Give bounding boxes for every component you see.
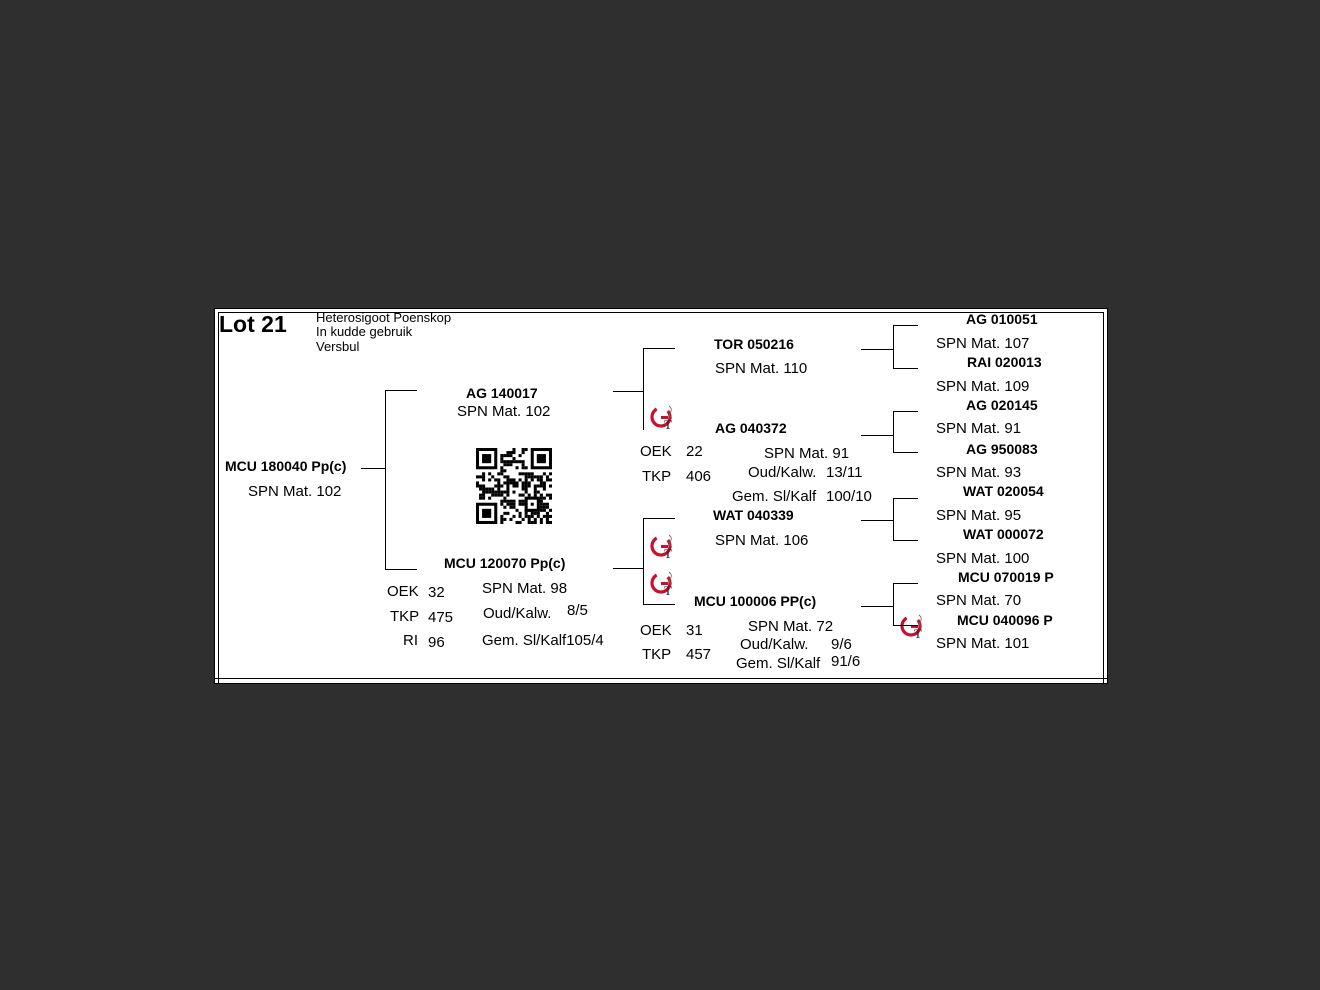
- connector: [893, 452, 918, 453]
- connector: [893, 583, 894, 626]
- mgd-name: MCU 100006 PP(c): [694, 593, 817, 609]
- mgd-oud-value: 9/6: [831, 636, 852, 653]
- gd-tkp-value: 406: [686, 468, 712, 485]
- dam-spn: SPN Mat. 98: [482, 580, 568, 597]
- sire-spn: SPN Mat. 102: [457, 403, 551, 420]
- ggp-7-spn: SPN Mat. 70: [936, 592, 1022, 609]
- connector: [893, 325, 894, 369]
- ggp-4-spn: SPN Mat. 93: [936, 464, 1022, 481]
- next-card-edge: [215, 678, 1107, 679]
- connector: [893, 325, 918, 326]
- svg-text:T: T: [664, 583, 672, 597]
- mgd-oek-value: 31: [686, 622, 703, 639]
- connector: [893, 625, 918, 626]
- connector: [385, 569, 417, 570]
- ggp-7-name: MCU 070019 P: [958, 569, 1054, 585]
- gt-logo-icon: [649, 569, 677, 597]
- mgd-gem-value: 91/6: [831, 653, 861, 670]
- connector: [643, 348, 675, 349]
- animal-spn: SPN Mat. 102: [248, 483, 342, 500]
- lot-title: Lot 21: [219, 311, 287, 337]
- mgs-spn: SPN Mat. 106: [715, 532, 809, 549]
- connector: [643, 518, 675, 519]
- ggp-3-name: AG 020145: [966, 397, 1038, 413]
- ggp-3-spn: SPN Mat. 91: [936, 420, 1022, 437]
- status-line-1: Heterosigoot Poenskop: [316, 310, 452, 325]
- mgs-name: WAT 040339: [713, 507, 794, 523]
- ggp-1-spn: SPN Mat. 107: [936, 335, 1030, 352]
- gd-gem-value: 100/10: [826, 488, 872, 505]
- connector: [893, 540, 918, 541]
- gd-oek-label: OEK: [640, 443, 672, 460]
- gd-oud-value: 13/11: [826, 464, 863, 481]
- mgd-oud-label: Oud/Kalw.: [740, 636, 809, 653]
- dam-tkp-label: TKP: [390, 608, 420, 625]
- ggp-2-name: RAI 020013: [967, 354, 1042, 370]
- status-line-3: Versbul: [316, 339, 360, 354]
- dam-oek-value: 32: [428, 584, 445, 601]
- ggp-1-name: AG 010051: [966, 311, 1038, 327]
- gs-spn: SPN Mat. 110: [715, 360, 808, 377]
- dam-oud-label: Oud/Kalw.: [483, 605, 552, 622]
- gd-oud-label: Oud/Kalw.: [748, 464, 817, 481]
- ggp-5-name: WAT 020054: [963, 483, 1044, 499]
- gd-tkp-label: TKP: [642, 468, 672, 485]
- connector: [893, 411, 894, 453]
- connector: [361, 468, 385, 469]
- connector: [893, 583, 918, 584]
- gs-name: TOR 050216: [714, 336, 794, 352]
- svg-text:T: T: [664, 417, 672, 431]
- ggp-6-spn: SPN Mat. 100: [936, 550, 1030, 567]
- ggp-2-spn: SPN Mat. 109: [936, 378, 1030, 395]
- svg-text:T: T: [914, 626, 922, 640]
- gt-logo-icon: [649, 532, 677, 560]
- ggp-8-name: MCU 040096 P: [957, 612, 1053, 628]
- dam-oud-value: 8/5: [567, 602, 588, 619]
- dam-gem: Gem. Sl/Kalf105/4: [482, 632, 604, 649]
- mgd-tkp-value: 457: [686, 646, 712, 663]
- ggp-8-spn: SPN Mat. 101: [936, 635, 1030, 652]
- connector: [385, 390, 417, 391]
- gd-spn: SPN Mat. 91: [764, 445, 850, 462]
- pedigree-card: [214, 308, 1108, 684]
- dam-tkp-value: 475: [428, 609, 454, 626]
- gt-logo-icon: [649, 403, 677, 431]
- connector: [643, 604, 675, 605]
- ggp-6-name: WAT 000072: [963, 526, 1044, 542]
- dam-oek-label: OEK: [387, 583, 419, 600]
- mgd-tkp-label: TKP: [642, 646, 672, 663]
- connector: [613, 568, 643, 569]
- connector: [861, 606, 893, 607]
- dam-ri-value: 96: [428, 634, 445, 651]
- mgd-oek-label: OEK: [640, 622, 672, 639]
- animal-name: MCU 180040 Pp(c): [225, 458, 347, 474]
- mgd-spn: SPN Mat. 72: [748, 618, 834, 635]
- connector: [613, 391, 643, 392]
- connector: [893, 368, 918, 369]
- ggp-4-name: AG 950083: [966, 441, 1038, 457]
- connector: [643, 348, 644, 430]
- dam-name: MCU 120070 Pp(c): [444, 555, 566, 571]
- connector: [643, 518, 644, 605]
- connector: [893, 411, 918, 412]
- connector: [861, 349, 893, 350]
- gd-oek-value: 22: [686, 443, 703, 460]
- status-line-2: In kudde gebruik: [316, 324, 413, 339]
- gd-name: AG 040372: [715, 420, 787, 436]
- mgd-gem-label: Gem. Sl/Kalf: [736, 655, 821, 672]
- connector: [385, 390, 386, 570]
- dam-ri-label: RI: [403, 632, 418, 649]
- gd-gem-label: Gem. Sl/Kalf: [732, 488, 817, 505]
- qr-code: [476, 448, 552, 524]
- connector: [861, 520, 893, 521]
- sire-name: AG 140017: [466, 385, 538, 401]
- ggp-5-spn: SPN Mat. 95: [936, 507, 1022, 524]
- connector: [893, 498, 894, 541]
- svg-text:T: T: [664, 546, 672, 560]
- connector: [893, 498, 918, 499]
- gt-logo-icon: [899, 612, 927, 640]
- connector: [861, 435, 893, 436]
